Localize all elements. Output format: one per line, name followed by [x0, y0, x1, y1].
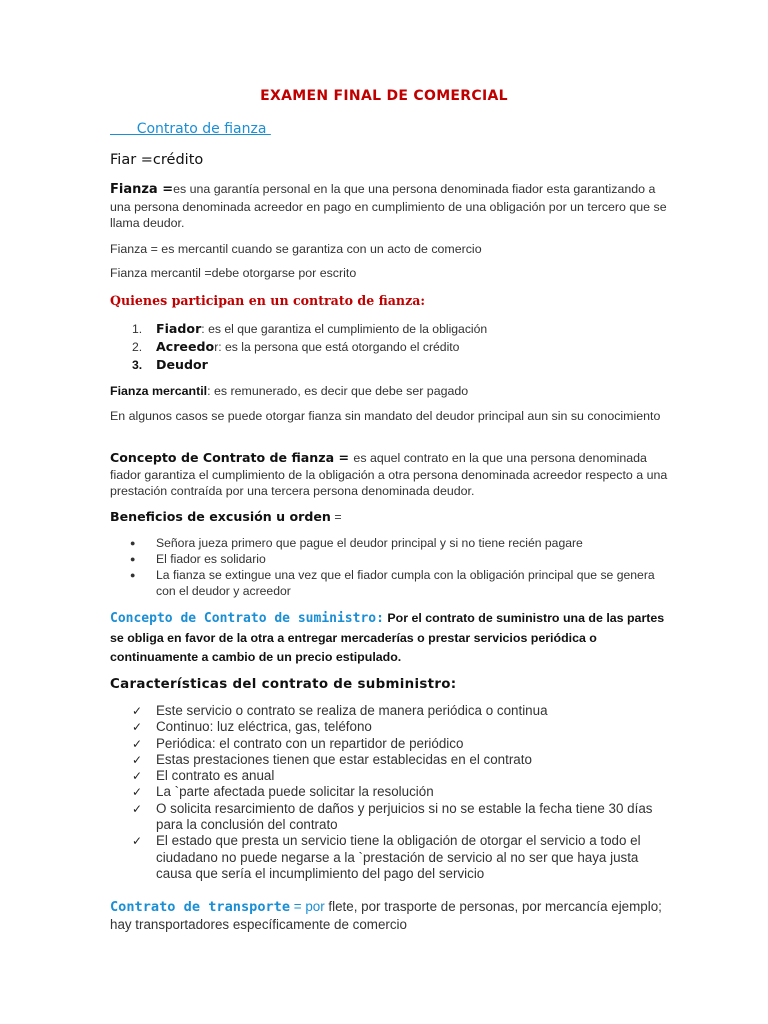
- list-item-text: El fiador es solidario: [156, 552, 266, 566]
- list-item-text: Estas prestaciones tienen que estar establecidas en el contrato: [156, 751, 532, 767]
- fianza-mercantil-line-1: Fianza = es mercantil cuando se garantiza con un acto de comercio: [110, 242, 482, 256]
- suministro-label: Concepto de Contrato de suministro:: [110, 611, 384, 626]
- transporte-text: flete, por trasporte de personas, por mercancía ejemplo; hay transportadores específicamente de comercio: [110, 899, 662, 932]
- page-title: EXAMEN FINAL DE COMERCIAL: [260, 88, 508, 104]
- list-item-text: Señora jueza primero que pague el deudor principal y si no tiene recién pagare: [156, 536, 583, 550]
- bullet-icon: ●: [130, 554, 136, 564]
- transporte-label: Contrato de transporte: [110, 899, 291, 915]
- concepto-fianza-label: Concepto de Contrato de fianza =: [110, 450, 354, 465]
- bullet-icon: ●: [130, 570, 136, 580]
- suministro-paragraph: [110, 609, 670, 668]
- list-item: [132, 784, 672, 800]
- list-item: [132, 768, 672, 784]
- caracteristicas-list: [132, 703, 672, 882]
- list-item-text: Este servicio o contrato se realiza de manera periódica o continua: [156, 703, 548, 718]
- check-icon: ✓: [132, 785, 143, 800]
- caracteristicas-heading: Características del contrato de subministro:: [110, 677, 457, 692]
- check-icon: ✓: [132, 801, 143, 816]
- participant-text: : es el que garantiza el cumplimiento de la obligación: [201, 322, 488, 336]
- fianza-mercantil-remunerado: [110, 383, 670, 400]
- participant-text: r: es la persona que está otorgando el crédito: [214, 340, 460, 354]
- beneficios-heading: [110, 509, 670, 526]
- concepto-fianza-paragraph: [110, 450, 670, 500]
- fm-text: : es remunerado, es decir que debe ser pagado: [207, 384, 469, 398]
- list-number: 3.: [132, 358, 143, 372]
- list-item: [130, 551, 670, 567]
- list-item: [132, 703, 672, 719]
- check-icon: ✓: [132, 720, 143, 735]
- participants-heading: Quienes participan en un contrato de fianza:: [110, 293, 426, 308]
- list-item: [132, 736, 672, 752]
- list-item: [132, 833, 672, 882]
- list-item: [132, 801, 672, 834]
- concepto-fianza-text: es aquel contrato en la que una persona denominada fiador garantiza el cumplimiento de la obligación a otra persona denominada acreedor respecto a una prestación contraída por una tercera persona denominada deudor.: [110, 451, 668, 498]
- list-item: [132, 320, 672, 338]
- bullet-icon: ●: [130, 538, 136, 548]
- check-icon: ✓: [132, 769, 143, 784]
- fm-label: Fianza mercantil: [110, 384, 208, 398]
- list-item: [132, 356, 672, 374]
- list-number: 2.: [132, 340, 143, 354]
- transporte-paragraph: [110, 898, 670, 934]
- list-item-text: O solicita resarcimiento de daños y perjuicios si no se estable la fecha tiene 30 días para la conclusión del contrato: [156, 800, 653, 833]
- transporte-mid: = por: [290, 899, 325, 914]
- list-item: [130, 535, 670, 551]
- suministro-text: Por el contrato de suministro una de las partes se obliga en favor de la otra a entregar mercaderías o prestar servicios periódica o continuamente a cambio de un precio estipulado.: [110, 611, 665, 664]
- fiar-line: Fiar =crédito: [110, 152, 204, 168]
- list-item-text: La `parte afectada puede solicitar la resolución: [156, 784, 434, 800]
- beneficios-label: Beneficios de excusión u orden: [110, 509, 331, 524]
- list-item-text: El contrato es anual: [156, 768, 275, 784]
- fianza-text: es una garantía personal en la que una persona denominada fiador esta garantizando a una persona denominada acreedor en pago en cumplimiento de una obligación por un tercero que se llama deudor.: [110, 182, 667, 230]
- list-item-text: El estado que presta un servicio tiene la obligación de otorgar el servicio a todo el ciudadano no puede negarse a la `prestación de servicio al no ser que haya justa causa que sería el incumplimiento del pago del servicio: [156, 833, 641, 881]
- beneficios-text: =: [330, 510, 342, 524]
- fianza-definition: [110, 181, 670, 232]
- check-icon: ✓: [132, 704, 143, 718]
- list-item: [132, 719, 672, 735]
- section-subtitle: Contrato de fianza: [110, 121, 271, 137]
- participant-label: Deudor: [156, 357, 208, 372]
- fianza-mercantil-line-2: Fianza mercantil =debe otorgarse por escrito: [110, 266, 357, 280]
- list-item: [132, 338, 672, 356]
- participant-label: Acreedo: [156, 339, 215, 354]
- fianza-label: Fianza =: [110, 182, 174, 197]
- list-item: [130, 567, 670, 599]
- participant-label: Fiador: [156, 321, 202, 336]
- list-item-text: Continuo: luz eléctrica, gas, teléfono: [156, 719, 372, 735]
- check-icon: ✓: [132, 736, 143, 751]
- list-item-text: La fianza se extingue una vez que el fiador cumpla con la obligación principal que se genera con el deudor y acreedor: [156, 568, 655, 598]
- algunos-casos-paragraph: En algunos casos se puede otorgar fianza sin mandato del deudor principal aun sin su conocimiento: [110, 409, 661, 423]
- list-item: [132, 752, 672, 768]
- check-icon: ✓: [132, 752, 143, 767]
- list-number: 1.: [132, 322, 143, 336]
- list-item-text: Periódica: el contrato con un repartidor de periódico: [156, 735, 464, 751]
- participants-list: [132, 320, 672, 374]
- check-icon: ✓: [132, 834, 143, 849]
- beneficios-list: [130, 535, 670, 599]
